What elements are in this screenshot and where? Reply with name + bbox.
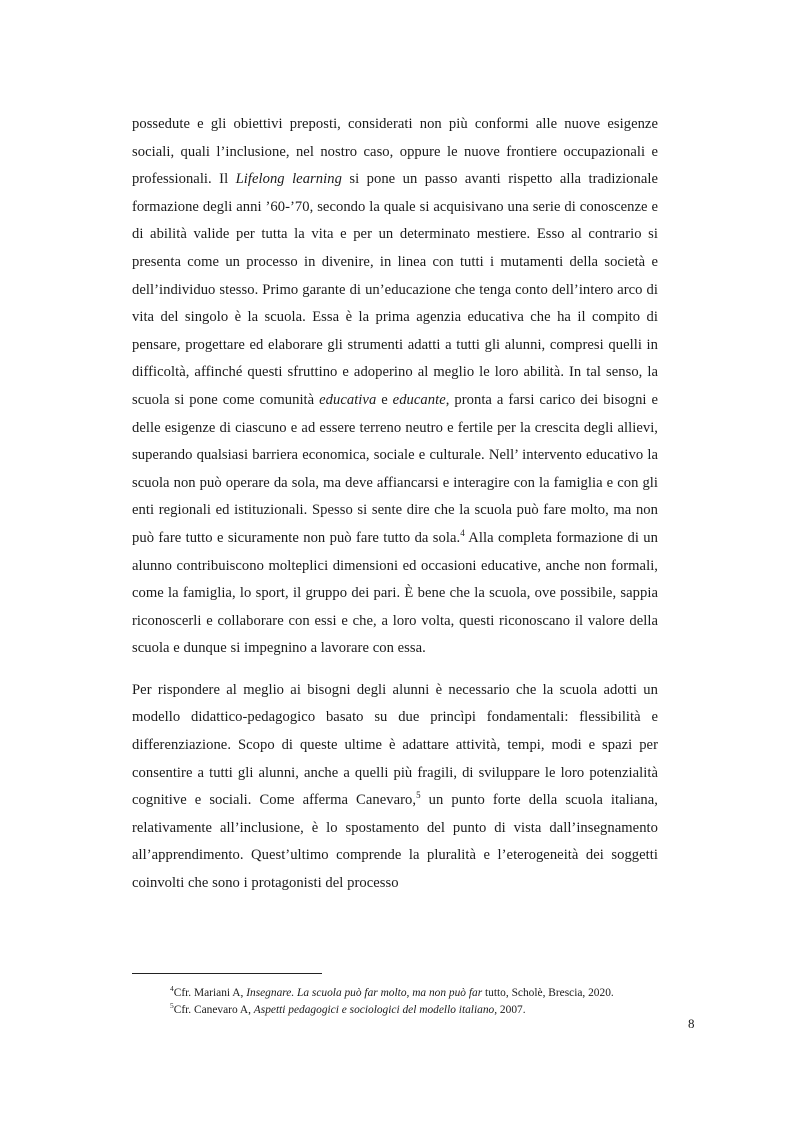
italic-term: Lifelong learning <box>235 171 342 188</box>
footnotes <box>170 985 710 1019</box>
footnote-reference[interactable]: 4 <box>460 528 465 539</box>
footnote-reference[interactable]: 5 <box>416 790 421 801</box>
text-run: si pone un passo avanti rispetto alla tradizionale formazione degli anni ’60-’70, secondo la quale si acquisivano una serie di conoscenze e di abilità valide per tutta la vita e per un determinato mestiere. Esso al contrario si presenta come un processo in divenire, in linea con tutti i mutamenti della società e dell’individuo stesso. Primo garante di un’educazione che tenga conto dell’intero arco di vita del singolo è la scuola. Essa è la prima agenzia educativa che ha il compito di pensare, progettare ed elaborare gli strumenti adatti a tutti gli alunni, compresi quelli in difficoltà, affinché questi sfruttino e adoperino al meglio le loro abilità. In tal senso, la scuola si pone come comunità <box>132 171 658 408</box>
footnote-text: tutto, Scholè, Brescia, 2020. <box>482 987 614 999</box>
footnote <box>170 1002 710 1019</box>
page-number: 8 <box>688 1016 695 1031</box>
paragraph <box>132 111 658 663</box>
body-text <box>132 111 658 898</box>
footnote-text: Cfr. Canevaro A, <box>173 1004 254 1016</box>
footnote-number: 4 <box>170 984 174 994</box>
text-run: possedute e gli obiettivi preposti, considerati non più conformi alle nuove esigenze sociali, quali l’inclusione, nel nostro caso, oppure le nuove frontiere occupazionali e professionali. Il <box>132 116 658 188</box>
paragraph <box>132 677 658 898</box>
text-run: , pronta a farsi carico dei bisogni e delle esigenze di ciascuno e ad essere terreno neutro e fertile per la crescita degli allievi, superando qualsiasi barriera economica, sociale e culturale. Nell’ intervento educativo la scuola non può operare da sola, ma deve affiancarsi e interagire con la famiglia e con gli enti regionali ed istituzionali. Spesso si sente dire che la scuola può fare molto, ma non può fare tutto e sicuramente non può fare tutto da sola. <box>132 391 658 546</box>
footnote <box>170 985 710 1002</box>
text-run: un punto forte della scuola italiana, relativamente all’inclusione, è lo spostamento del punto di vista dall’insegnamento all’apprendimento. Quest’ultimo comprende la pluralità e l’eterogeneità dei soggetti coinvolti che sono i protagonisti del processo <box>132 792 658 892</box>
text-run: Alla completa formazione di un alunno contribuiscono molteplici dimensioni ed occasioni educative, anche non formali, come la famiglia, lo sport, il gruppo dei pari. È bene che la scuola, ove possibile, sappia riconoscerli e collaborare con essi e che, a loro volta, questi riconoscano il valore della scuola e dunque si impegnino a lavorare con essa. <box>132 529 658 657</box>
footnote-number: 5 <box>170 1001 174 1011</box>
text-run: Per rispondere al meglio ai bisogni degli alunni è necessario che la scuola adotti un modello didattico-pedagogico basato su due princìpi fondamentali: flessibilità e differenziazione. Scopo di queste ultime è adattare attività, tempi, modi e spazi per consentire a tutti gli alunni, anche a quelli più fragili, di sviluppare le loro potenzialità cognitive e sociali. Come afferma Canevaro, <box>132 681 658 809</box>
footnote-text: Cfr. Mariani A, <box>173 987 247 999</box>
footnote-separator <box>132 973 322 974</box>
text-run: e <box>376 391 393 408</box>
footnote-text: 2007. <box>497 1004 526 1016</box>
footnote-title: Aspetti pedagogici e sociologici del modello italiano, <box>253 1004 498 1016</box>
italic-term: educante <box>392 391 446 408</box>
italic-term: educativa <box>319 391 377 408</box>
footnote-title: Insegnare. La scuola può far molto, ma non può far <box>246 987 483 999</box>
